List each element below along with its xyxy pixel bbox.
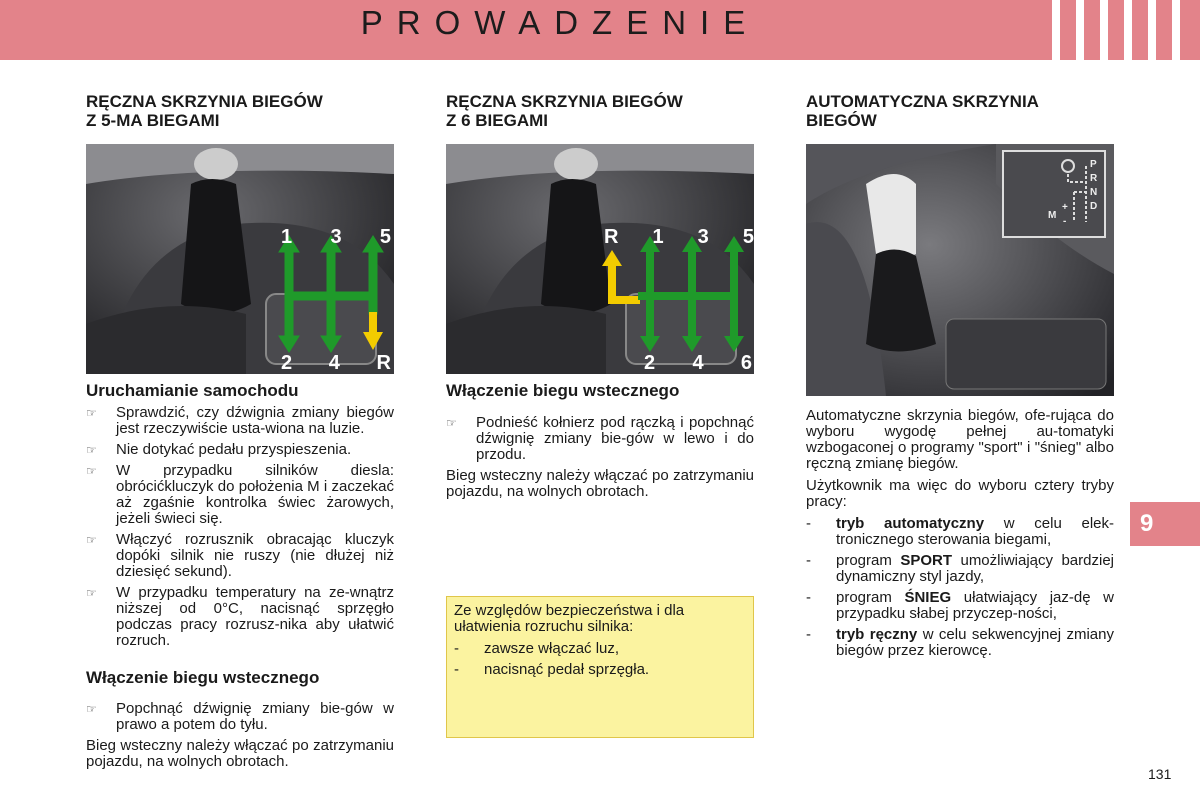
list-item: ☞ W przypadku temperatury na ze-wnątrz niższej od 0°C, nacisnąć sprzęgło podczas pracy rozrusz-nika aby ułatwić rozruch. — [86, 584, 394, 649]
note-intro: Ze względów bezpieczeństwa i dla ułatwienia rozruchu silnika: — [454, 602, 685, 635]
list-item: - nacisnąć pedał sprzęgła. — [454, 661, 650, 678]
gear-label: 4 — [692, 352, 704, 374]
gear-label: 5 — [379, 226, 391, 248]
header-bar — [0, 0, 1200, 60]
gear-label: R — [604, 226, 619, 248]
reverse-instructions-5 — [86, 701, 394, 776]
bullet-hand-icon: ☞ — [86, 533, 97, 547]
list-item: ☞ Włączyć rozrusznik obracając kluczyk dopóki silnik nie ruszy (nie dłużej niż dziesięć sekund). — [86, 531, 394, 580]
automatic-intro: Automatyczne skrzynia biegów, ofe-rująca do wyboru wygodę pełnej au-tomatyki wzbogaconej o programy "sport" i "śnieg" albo ręczną zmianę biegów. — [806, 407, 1114, 472]
chapter-tab — [1130, 502, 1200, 546]
list-item: ☞ W przypadku silników diesla: obrócićkluczyk do położenia M i zaczekać aż zgaśnie kontrolka świec żarowych, jeżeli świeci się. — [86, 462, 394, 527]
gate-label: - — [1063, 216, 1067, 227]
bullet-hand-icon: ☞ — [86, 443, 97, 457]
gear-label: 6 — [740, 352, 752, 374]
gear-label: 3 — [697, 226, 709, 248]
bullet-hand-icon: ☞ — [86, 406, 97, 420]
automatic-description — [806, 404, 1114, 664]
gear-label: 2 — [644, 352, 656, 374]
section-title-reverse-6: Włączenie biegu wstecznego — [446, 381, 680, 400]
heading-automatic: AUTOMATYCZNA SKRZYNIA BIEGÓW — [806, 92, 1039, 130]
reverse-note: Bieg wsteczny należy włączać po zatrzymaniu pojazdu, na wolnych obrotach. — [446, 467, 754, 500]
column-manual-6 — [446, 92, 756, 136]
automatic-gearbox-photo — [806, 144, 1114, 396]
gear-gate-inset — [1002, 150, 1106, 238]
heading-manual-5: RĘCZNA SKRZYNIA BIEGÓW Z 5-MA BIEGAMI — [86, 92, 323, 130]
list-item: - program ŚNIEG ułatwiający jaz-dę w przypadku słabej przyczep-ności, — [806, 589, 1114, 622]
automatic-modes-intro: Użytkownik ma więc do wyboru cztery tryby pracy: — [806, 477, 1114, 510]
page-title: PROWADZENIE — [360, 4, 760, 41]
start-instructions — [86, 405, 394, 654]
gear-label: R — [376, 352, 391, 374]
page-number: 131 — [1148, 766, 1172, 782]
chapter-number: 9 — [1140, 510, 1154, 537]
column-manual-5 — [86, 92, 396, 136]
gate-label: D — [1090, 201, 1098, 212]
list-item: ☞ Popchnąć dźwignię zmiany bie-gów w prawo a potem do tyłu. — [86, 700, 394, 733]
column-automatic — [806, 92, 1116, 136]
gate-label: + — [1062, 202, 1068, 213]
gear-label: 1 — [281, 226, 293, 248]
list-item: - tryb automatyczny w celu elek-tronicznego sterowania biegami, — [806, 515, 1114, 548]
bullet-hand-icon: ☞ — [86, 464, 97, 478]
bullet-hand-icon: ☞ — [86, 702, 97, 716]
list-item: - program SPORT umożliwiający bardziej dynamiczny styl jazdy, — [806, 552, 1114, 585]
list-item: ☞ Sprawdzić, czy dźwignia zmiany biegów jest rzeczywiście usta-wiona na luzie. — [86, 404, 394, 437]
list-item: ☞ Podnieść kołnierz pod rączką i popchnąć dźwignię zmiany bie-gów w lewo i do przodu. — [446, 414, 754, 463]
gear-label: 3 — [330, 226, 342, 248]
gate-label: N — [1090, 187, 1098, 198]
shift-pattern-6-icon — [446, 144, 754, 374]
list-item: - tryb ręczny w celu sekwencyjnej zmiany biegów przez kierowcę. — [806, 626, 1114, 659]
list-item: - zawsze włączać luz, — [454, 640, 620, 657]
gate-label: P — [1090, 159, 1097, 170]
bullet-hand-icon: ☞ — [86, 586, 97, 600]
list-item: ☞ Nie dotykać pedału przyspieszenia. — [86, 441, 352, 458]
gate-label: M — [1048, 210, 1057, 221]
gear-label: 4 — [328, 352, 340, 374]
reverse-instructions-6 — [446, 415, 754, 506]
gear-label: 1 — [652, 226, 664, 248]
gearbox-5-photo — [86, 144, 394, 374]
gear-label: 5 — [742, 226, 754, 248]
gear-label: 2 — [281, 352, 293, 374]
shift-pattern-5-icon — [86, 144, 394, 374]
reverse-note: Bieg wsteczny należy włączać po zatrzymaniu pojazdu, na wolnych obrotach. — [86, 737, 394, 770]
safety-note-box — [446, 596, 754, 738]
gate-label: R — [1090, 173, 1098, 184]
section-title-reverse: Włączenie biegu wstecznego — [86, 668, 320, 687]
section-title-start: Uruchamianie samochodu — [86, 381, 299, 400]
bullet-hand-icon: ☞ — [446, 416, 457, 430]
heading-manual-6: RĘCZNA SKRZYNIA BIEGÓW Z 6 BIEGAMI — [446, 92, 683, 130]
gearbox-6-photo — [446, 144, 754, 374]
